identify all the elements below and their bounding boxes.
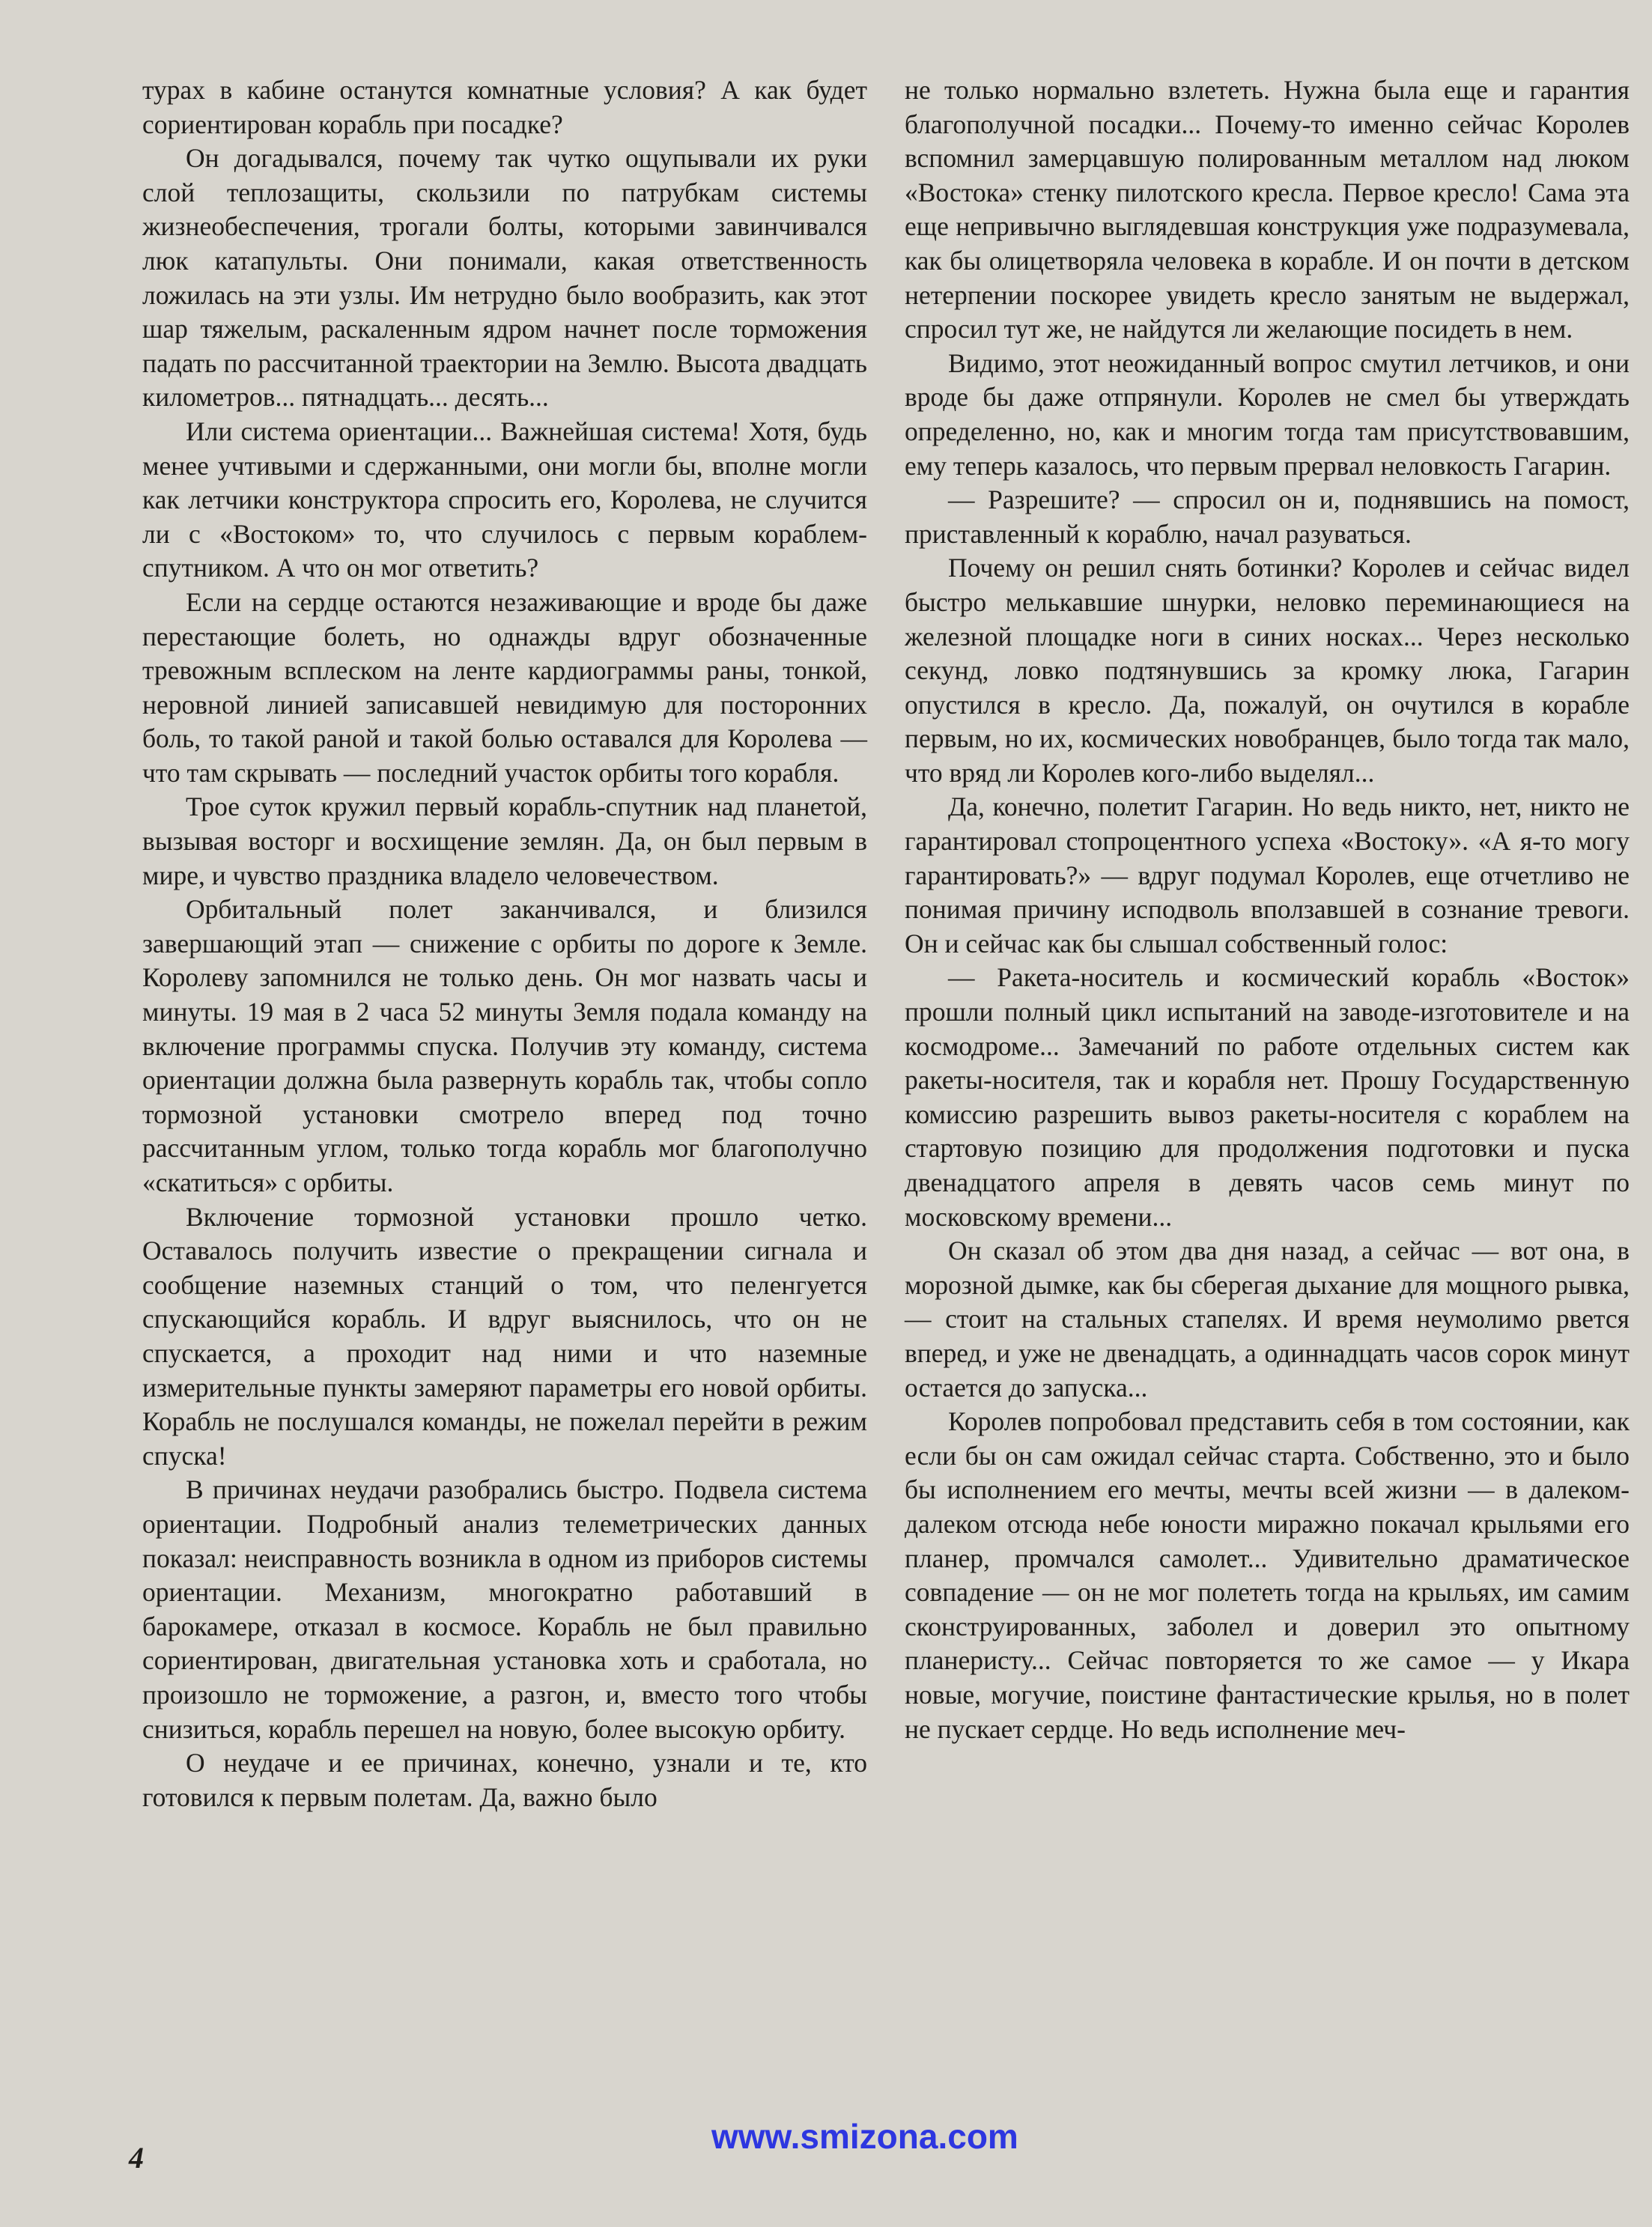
paragraph: турах в кабине останутся комнатные условия? А как будет сориентирован корабль при посадке?	[142, 75, 867, 139]
paragraph: Орбитальный полет заканчивался, и близился завершающий этап — снижение с орбиты по дороге к Земле. Королеву запомнился не только день. Он мог назвать часы и минуты. 19 мая в 2 часа 52 минуты Земля подала команду на включение программы спуска. Получив эту команду, система ориентации должна была развернуть корабль так, чтобы сопло тормозной установки смотрело вперед под точно рассчитанным углом, только тогда корабль мог благополучно «скатиться» с орбиты.	[142, 894, 867, 1197]
paragraph: — Ракета-носитель и космический корабль «Восток» прошли полный цикл испытаний на заводе-изготовителе и на космодроме... Замечаний по работе отдельных систем как ракеты-носителя, так и корабля нет. Прошу Государственную комиссию разрешить вывоз ракеты-носителя с кораблем на стартовую позицию для продолжения подготовки и пуска двенадцатого апреля в девять часов семь минут по московскому времени...	[905, 962, 1630, 1232]
paragraph: — Разрешите? — спросил он и, поднявшись на помост, приставленный к кораблю, начал разуваться.	[905, 484, 1630, 549]
paragraph: Он догадывался, почему так чутко ощупывали их руки слой теплозащиты, скользили по патрубкам системы жизнеобеспечения, трогали болты, которыми завинчивался люк катапульты. Они понимали, какая ответственность ложилась на эти узлы. Им нетрудно было вообразить, как этот шар тяжелым, раскаленным ядром начнет после торможения падать по рассчитанной траектории на Землю. Высота двадцать километров... пятнадцать... десять...	[142, 143, 867, 413]
paragraph: Да, конечно, полетит Гагарин. Но ведь никто, нет, никто не гарантировал стопроцентного успеха «Востоку». «А я-то могу гарантировать?» — вдруг подумал Королев, еще отчетливо не понимая причину исподволь вползавшей в сознание тревоги. Он и сейчас как бы слышал собственный голос:	[905, 792, 1630, 958]
paragraph: Королев попробовал представить себя в том состоянии, как если бы он сам ожидал сейчас старта. Собственно, это и было бы исполнением его мечты, мечты всей жизни — в далеком-далеком отсюда небе юности миражно покачал крыльями его планер, промчался самолет... Удивительно драматическое совпадение — он не мог полететь тогда на крыльях, им самим сконструированных, заболел и доверил это опытному планеристу... Сейчас повторяется то же самое — у Икара новые, могучие, поистине фантастические крылья, но в полет не пускает сердце. Но ведь исполнение меч-	[905, 1406, 1630, 1744]
paragraph: не только нормально взлететь. Нужна была еще и гарантия благополучной посадки... Почему-то именно сейчас Королев вспомнил замерцавшую полированным металлом над люком «Востока» стенку пилотского кресла. Первое кресло! Сама эта еще непривычно выглядевшая конструкция уже подразумевала, как бы олицетворяла человека в корабле. И он почти в детском нетерпении поскорее увидеть кресло занятым не выдержал, спросил тут же, не найдутся ли желающие посидеть в нем.	[905, 75, 1630, 344]
paragraph: Трое суток кружил первый корабль-спутник над планетой, вызывая восторг и восхищение землян. Да, он был первым в мире, и чувство праздника владело человечеством.	[142, 792, 867, 890]
paragraph: Включение тормозной установки прошло четко. Оставалось получить известие о прекращении сигнала и сообщение наземных станций о том, что пеленгуется спускающийся корабль. И вдруг выяснилось, что он не спускается, а проходит над ними и что наземные измерительные пункты замеряют параметры его новой орбиты. Корабль не послушался команды, не пожелал перейти в режим спуска!	[142, 1201, 867, 1471]
paragraph: Или система ориентации... Важнейшая система! Хотя, будь менее учтивыми и сдержанными, они могли бы, вполне могли как летчики конструктора спросить его, Королева, не случится ли с «Востоком» то, что случилось с первым кораблем-спутником. А что он мог ответить?	[142, 416, 867, 583]
right-column	[905, 73, 1630, 2140]
paragraph: Почему он решил снять ботинки? Королев и сейчас видел быстро мелькавшие шнурки, неловко переминающиеся на железной площадке ноги в синих носках... Через несколько секунд, ловко подтянувшись за кромку люка, Гагарин опустился в кресло. Да, пожалуй, он очутился в корабле первым, но их, космических новобранцев, было тогда так мало, что вряд ли Королев кого-либо выделял...	[905, 553, 1630, 788]
page-number: 4	[129, 2141, 144, 2175]
paragraph: В причинах неудачи разобрались быстро. Подвела система ориентации. Подробный анализ телеметрических данных показал: неисправность возникла в одном из приборов системы ориентации. Механизм, многократно работавший в барокамере, отказал в космосе. Корабль не был правильно сориентирован, двигательная установка хоть и сработала, но произошло не торможение, а разгон, и, вместо того чтобы снизиться, корабль перешел на новую, более высокую орбиту.	[142, 1474, 867, 1744]
paragraph: Видимо, этот неожиданный вопрос смутил летчиков, и они вроде бы даже отпрянули. Королев не смел бы утверждать определенно, но, как и многим тогда там присутствовавшим, ему теперь казалось, что первым прервал неловкость Гагарин.	[905, 347, 1630, 481]
watermark: www.smizona.com	[711, 2117, 1018, 2156]
paragraph: Если на сердце остаются незаживающие и вроде бы даже перестающие болеть, но однажды вдруг обозначенные тревожным всплеском на ленте кардиограммы раны, тонкой, неровной линией записавшей невидимую для посторонних боль, то такой раной и такой болью оставался для Королева — что там скрывать — последний участок орбиты того корабля.	[142, 586, 867, 788]
paragraph: О неудаче и ее причинах, конечно, узнали и те, кто готовился к первым полетам. Да, важно было	[142, 1748, 867, 1812]
left-column	[142, 73, 867, 2140]
paragraph: Он сказал об этом два дня назад, а сейчас — вот она, в морозной дымке, как бы сберегая дыхание для мощного рывка, — стоит на стальных стапелях. И время неумолимо рвется вперед, и уже не двенадцать, а одиннадцать часов сорок минут остается до запуска...	[905, 1236, 1630, 1403]
